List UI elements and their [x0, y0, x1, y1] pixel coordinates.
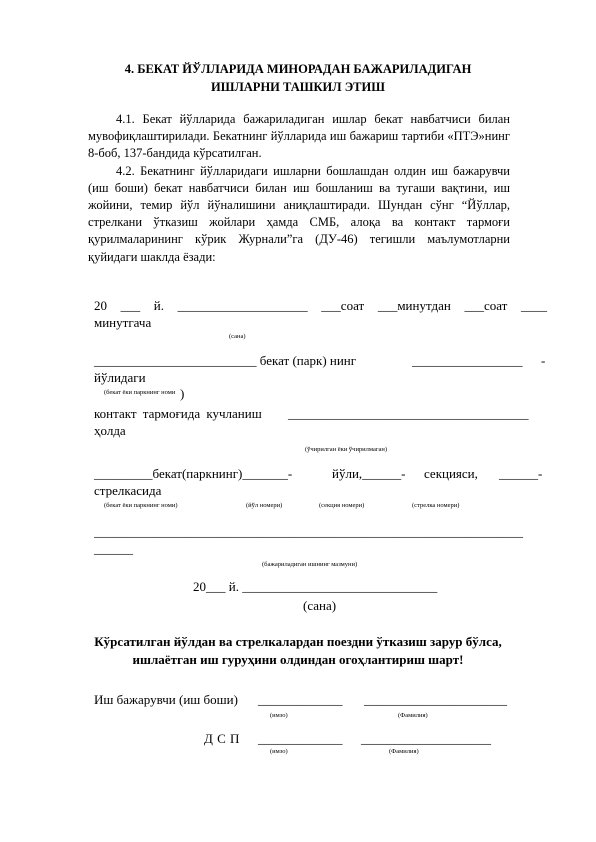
form-location-cont: стрелкасида	[94, 483, 162, 498]
station-caption: (бекат ёки паркнинг номи	[104, 389, 176, 396]
form-date-time-line-cont: минутгача	[94, 315, 152, 330]
form-location-switch: ______-	[499, 466, 543, 481]
section-title-line2: ИШЛАРНИ ТАШКИЛ ЭТИШ	[211, 80, 385, 94]
dsp-sign-caption: (имзо)	[270, 748, 288, 755]
paragraph-line: 4.1. Бекат йўлларида бажариладиган ишлар бекат навбатчиси билан	[116, 112, 510, 126]
paragraph-line: мувофиқлаштирилади. Бекатнинг йўлларида иш бажариш тартиби «ПТЭ»нинг	[88, 129, 510, 144]
form-date-line: 20___ й. ______________________________	[193, 579, 438, 594]
dsp-name-caption: (Фамилия)	[389, 748, 419, 755]
form-work-line: __________________________________________________________________	[94, 524, 523, 539]
paragraph-line: стрелкани ўтказиш жойлари ҳамда СМБ, алоқа ва контакт тармоғи	[88, 215, 510, 230]
form-track-blank: _________________	[412, 353, 523, 368]
paragraph-4-2	[88, 163, 510, 266]
form-location-station: _________бекат(паркнинг)_______-	[94, 466, 293, 481]
dsp-label: Д С П	[204, 731, 240, 746]
caption-station-name: (бекат ёки паркнинг номи)	[104, 502, 178, 509]
worker-label: Иш бажарувчи (иш боши)	[94, 692, 238, 707]
form-date-time-line: 20 ___ й. ____________________ ___соат ___минутдан ___соат ____	[94, 298, 547, 313]
caption-switch-number: (стрелка номери)	[412, 502, 460, 509]
form-station-line-cont: йўлидаги	[94, 370, 146, 385]
paragraph-line: 8-боб, 137-бандида кўрсатилган.	[88, 146, 262, 161]
dsp-name-line: ____________________	[361, 731, 491, 746]
paragraph-line: қурилмаларининг кўрик Журнали”га (ДУ-46) тегишли маълумотларни	[88, 232, 510, 247]
worker-name-line: ______________________	[364, 692, 507, 707]
work-caption: (бажариладиган ишнинг мазмуни)	[262, 561, 358, 568]
dsp-sign-line: _____________	[258, 731, 343, 746]
caption-track-number: (йўл номери)	[246, 502, 283, 509]
power-caption: (ўчирилган ёки ўчирилмаган)	[305, 446, 388, 453]
form-location-section: секцияси,	[424, 466, 478, 481]
worker-sign-caption: (имзо)	[270, 712, 288, 719]
form-power-blank: _____________________________________	[288, 406, 529, 421]
form-location-track: йўли,______-	[332, 466, 406, 481]
paragraph-4-1	[88, 111, 510, 163]
station-caption-paren: )	[180, 386, 185, 401]
worker-name-caption: (Фамилия)	[398, 712, 428, 719]
paragraph-line: қуйидаги шаклда ёзади:	[88, 249, 216, 264]
date-caption: (сана)	[303, 598, 337, 613]
caption-section-number: (секция номери)	[319, 502, 365, 509]
warning-line2: ишлаётган иш гуруҳини олдиндан огоҳлантириш шарт!	[132, 652, 464, 667]
form-power-line-cont: ҳолда	[94, 423, 126, 438]
section-title-line1: 4. БЕКАТ ЙЎЛЛАРИДА МИНОРАДАН БАЖАРИЛАДИГАН	[124, 62, 472, 76]
form-station-line: _________________________ бекат (парк) нинг	[94, 353, 357, 368]
form-dash: -	[541, 353, 546, 368]
warning-line1: Кўрсатилган йўлдан ва стрелкалардан поездни ўтказиш зарур бўлса,	[94, 634, 502, 649]
paragraph-line: 4.2. Бекатнинг йўлларидаги ишларни бошлашдан олдин иш бажарувчи	[116, 163, 510, 178]
form-work-line-cont: ______	[94, 541, 133, 556]
worker-sign-line: _____________	[258, 692, 343, 707]
form-power-line: контакт тармоғида кучланиш	[94, 406, 262, 421]
paragraph-line: (иш боши) бекат навбатчиси билан иш бошланиш ва тугаши вақтини, иш	[88, 180, 510, 195]
paragraph-line: жойини, темир йўл йўналишини аниқлаштиради. Шундан сўнг “Йўллар,	[88, 197, 510, 212]
sana-caption: (сана)	[229, 333, 246, 340]
